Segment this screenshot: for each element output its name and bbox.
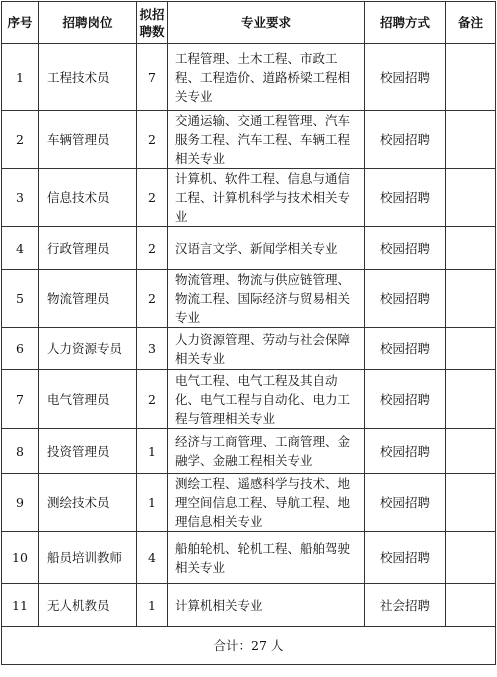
cell-position: 行政管理员 (39, 227, 137, 270)
cell-requirement: 测绘工程、遥感科学与技术、地理空间信息工程、导航工程、地理信息相关专业 (168, 474, 365, 532)
cell-note (446, 169, 496, 227)
cell-method: 校园招聘 (365, 270, 446, 328)
cell-method: 校园招聘 (365, 44, 446, 111)
table-row (2, 532, 496, 584)
cell-method: 校园招聘 (365, 227, 446, 270)
cell-note (446, 370, 496, 429)
table-row (2, 44, 496, 111)
cell-position: 船员培训教师 (39, 532, 137, 584)
cell-no: 1 (2, 44, 39, 111)
header-count (137, 2, 168, 44)
cell-note (446, 44, 496, 111)
cell-requirement: 汉语言文学、新闻学相关专业 (168, 227, 365, 270)
cell-no: 8 (2, 429, 39, 474)
header-method: 招聘方式 (365, 2, 446, 44)
cell-count: 1 (137, 474, 168, 532)
cell-note (446, 328, 496, 370)
cell-count: 1 (137, 584, 168, 627)
cell-position: 车辆管理员 (39, 111, 137, 169)
cell-requirement: 船舶轮机、轮机工程、船舶驾驶相关专业 (168, 532, 365, 584)
cell-method: 校园招聘 (365, 370, 446, 429)
cell-no: 10 (2, 532, 39, 584)
table-row (2, 169, 496, 227)
header-requirement: 专业要求 (168, 2, 365, 44)
cell-requirement: 交通运输、交通工程管理、汽车服务工程、汽车工程、车辆工程相关专业 (168, 111, 365, 169)
cell-no: 3 (2, 169, 39, 227)
cell-requirement: 经济与工商管理、工商管理、金融学、金融工程相关专业 (168, 429, 365, 474)
cell-count: 4 (137, 532, 168, 584)
total-row (2, 627, 496, 665)
cell-method: 校园招聘 (365, 429, 446, 474)
cell-requirement: 工程管理、土木工程、市政工程、工程造价、道路桥梁工程相关专业 (168, 44, 365, 111)
table-row (2, 429, 496, 474)
cell-count: 2 (137, 370, 168, 429)
cell-note (446, 111, 496, 169)
cell-method: 校园招聘 (365, 532, 446, 584)
cell-note (446, 270, 496, 328)
cell-position: 电气管理员 (39, 370, 137, 429)
cell-requirement: 人力资源管理、劳动与社会保障相关专业 (168, 328, 365, 370)
table-row (2, 584, 496, 627)
cell-no: 5 (2, 270, 39, 328)
cell-count: 2 (137, 227, 168, 270)
cell-method: 校园招聘 (365, 169, 446, 227)
cell-no: 2 (2, 111, 39, 169)
cell-no: 11 (2, 584, 39, 627)
cell-method: 校园招聘 (365, 111, 446, 169)
header-position: 招聘岗位 (39, 2, 137, 44)
cell-position: 信息技术员 (39, 169, 137, 227)
cell-method: 校园招聘 (365, 474, 446, 532)
cell-method: 校园招聘 (365, 328, 446, 370)
cell-note (446, 429, 496, 474)
recruitment-table (1, 1, 496, 665)
cell-position: 工程技术员 (39, 44, 137, 111)
header-row (2, 2, 496, 44)
cell-position: 无人机教员 (39, 584, 137, 627)
cell-requirement: 电气工程、电气工程及其自动化、电气工程与自动化、电力工程与管理相关专业 (168, 370, 365, 429)
cell-method: 社会招聘 (365, 584, 446, 627)
cell-note (446, 227, 496, 270)
cell-no: 6 (2, 328, 39, 370)
cell-position: 人力资源专员 (39, 328, 137, 370)
cell-position: 物流管理员 (39, 270, 137, 328)
cell-requirement: 物流管理、物流与供应链管理、物流工程、国际经济与贸易相关专业 (168, 270, 365, 328)
cell-note (446, 474, 496, 532)
cell-no: 9 (2, 474, 39, 532)
cell-count: 2 (137, 111, 168, 169)
cell-count: 1 (137, 429, 168, 474)
cell-count: 2 (137, 169, 168, 227)
header-count-text: 拟招聘数 (139, 6, 165, 39)
table-row (2, 370, 496, 429)
cell-position: 投资管理员 (39, 429, 137, 474)
cell-note (446, 584, 496, 627)
cell-note (446, 532, 496, 584)
table-row (2, 227, 496, 270)
header-note: 备注 (446, 2, 496, 44)
table-row (2, 328, 496, 370)
cell-count: 3 (137, 328, 168, 370)
cell-no: 7 (2, 370, 39, 429)
header-no: 序号 (2, 2, 39, 44)
cell-requirement: 计算机相关专业 (168, 584, 365, 627)
table-row (2, 111, 496, 169)
cell-position: 测绘技术员 (39, 474, 137, 532)
cell-no: 4 (2, 227, 39, 270)
cell-requirement: 计算机、软件工程、信息与通信工程、计算机科学与技术相关专业 (168, 169, 365, 227)
cell-count: 2 (137, 270, 168, 328)
table-row (2, 474, 496, 532)
cell-count: 7 (137, 44, 168, 111)
table-row (2, 270, 496, 328)
total-cell: 合计：27 人 (2, 627, 496, 665)
